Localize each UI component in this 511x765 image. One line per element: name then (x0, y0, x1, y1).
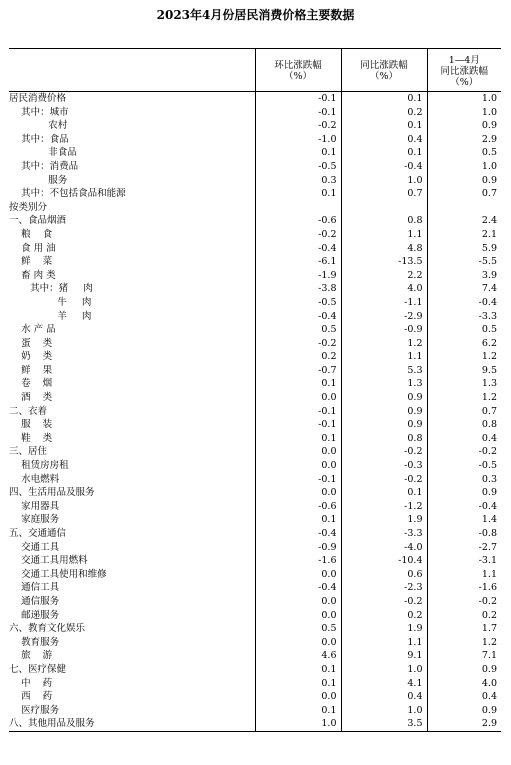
row-label: 粮 食 (9, 228, 53, 240)
row-label: 畜 肉 类 (9, 269, 56, 281)
ytd-yoy-value: -0.2 (427, 445, 501, 459)
table-row (9, 717, 501, 731)
ytd-yoy-value: 2.9 (427, 133, 501, 147)
mom-value: -0.1 (255, 473, 341, 487)
yoy-value: 0.4 (341, 133, 427, 147)
row-label: 交通工具用燃料 (9, 555, 88, 567)
yoy-value: -1.2 (341, 500, 427, 514)
mom-value: -0.7 (255, 364, 341, 378)
mom-value: -1.0 (255, 133, 341, 147)
mom-value: 0.0 (255, 690, 341, 704)
cpi-table (9, 48, 501, 732)
yoy-value: 0.4 (341, 690, 427, 704)
mom-value: -3.8 (255, 282, 341, 296)
yoy-value: 0.9 (341, 391, 427, 405)
row-label: 服 装 (9, 419, 53, 431)
mom-value: 0.2 (255, 350, 341, 364)
table-row (9, 255, 501, 269)
mom-value: 0.0 (255, 391, 341, 405)
ytd-yoy-value: -5.5 (427, 255, 501, 269)
row-label: 二、衣着 (9, 405, 48, 417)
row-label: 交通工具 (9, 541, 60, 553)
ytd-yoy-value: -0.2 (427, 595, 501, 609)
yoy-value: 1.0 (341, 174, 427, 188)
yoy-value: 1.0 (341, 663, 427, 677)
yoy-value: 2.2 (341, 269, 427, 283)
ytd-yoy-value: 9.5 (427, 364, 501, 378)
row-label: 六、教育文化娱乐 (9, 623, 86, 635)
mom-value: -0.1 (255, 405, 341, 419)
ytd-yoy-value: 1.7 (427, 622, 501, 636)
row-label: 鲜 果 (9, 364, 53, 376)
table-row (9, 214, 501, 228)
yoy-value: 4.1 (341, 677, 427, 691)
row-label: 教育服务 (9, 636, 60, 648)
row-label: 蛋 类 (9, 337, 53, 349)
yoy-value: 1.2 (341, 337, 427, 351)
ytd-yoy-value: 1.2 (427, 391, 501, 405)
mom-value: 4.6 (255, 649, 341, 663)
yoy-value: 5.3 (341, 364, 427, 378)
mom-value: 0.1 (255, 432, 341, 446)
table-row (9, 636, 501, 650)
mom-value: -0.2 (255, 119, 341, 133)
header-yoy (341, 49, 427, 92)
row-label: 其中：猪 肉 (9, 283, 93, 295)
yoy-value: -0.2 (341, 445, 427, 459)
table-row (9, 119, 501, 133)
row-label: 羊 肉 (9, 310, 92, 322)
mom-value: -0.4 (255, 581, 341, 595)
table-row (9, 228, 501, 242)
mom-value: 1.0 (255, 717, 341, 731)
table-row (9, 201, 501, 215)
yoy-value: 4.8 (341, 242, 427, 256)
yoy-value: -3.3 (341, 527, 427, 541)
yoy-value: 0.2 (341, 106, 427, 120)
yoy-value: -2.9 (341, 310, 427, 324)
mom-value: 0.1 (255, 677, 341, 691)
mom-value: -6.1 (255, 255, 341, 269)
row-label: 七、医疗保健 (9, 663, 67, 675)
ytd-yoy-value: 1.3 (427, 377, 501, 391)
mom-value: 0.5 (255, 622, 341, 636)
ytd-yoy-value: 5.9 (427, 242, 501, 256)
ytd-yoy-value: 0.7 (427, 405, 501, 419)
ytd-yoy-value: -1.6 (427, 581, 501, 595)
row-label: 通信工具 (9, 582, 60, 594)
mom-value: 0.0 (255, 636, 341, 650)
mom-value: 0.0 (255, 459, 341, 473)
yoy-value: 0.2 (341, 609, 427, 623)
mom-value: 0.0 (255, 445, 341, 459)
table-row (9, 187, 501, 201)
ytd-yoy-value: 7.1 (427, 649, 501, 663)
row-label: 租赁房房租 (9, 460, 69, 472)
row-label: 旅 游 (9, 650, 53, 662)
yoy-value: -0.3 (341, 459, 427, 473)
ytd-yoy-value: 0.5 (427, 146, 501, 160)
table-row (9, 337, 501, 351)
row-label: 四、生活用品及服务 (9, 487, 95, 499)
yoy-value: -4.0 (341, 541, 427, 555)
mom-value: 0.3 (255, 174, 341, 188)
mom-value: 0.1 (255, 513, 341, 527)
header-yoy-label: 同比涨跌幅 （%） (360, 60, 408, 82)
ytd-yoy-value: -0.8 (427, 527, 501, 541)
yoy-value: -13.5 (341, 255, 427, 269)
yoy-value: 1.1 (341, 228, 427, 242)
table-row (9, 677, 501, 691)
mom-value: -0.4 (255, 527, 341, 541)
table-row (9, 445, 501, 459)
row-label: 食 用 油 (9, 242, 56, 254)
row-label: 八、其他用品及服务 (9, 717, 255, 731)
yoy-value: -2.3 (341, 581, 427, 595)
mom-value: -0.2 (255, 337, 341, 351)
table-row (9, 146, 501, 160)
mom-value: -1.6 (255, 554, 341, 568)
ytd-yoy-value: 0.9 (427, 174, 501, 188)
ytd-yoy-value: -2.7 (427, 541, 501, 555)
row-label: 一、食品烟酒 (9, 215, 67, 227)
table-row (9, 405, 501, 419)
table-row (9, 500, 501, 514)
table-row (9, 486, 501, 500)
header-mom (255, 49, 341, 92)
ytd-yoy-value: 1.1 (427, 568, 501, 582)
ytd-yoy-value: 0.8 (427, 418, 501, 432)
table-row (9, 649, 501, 663)
table-row (9, 160, 501, 174)
ytd-yoy-value: 0.9 (427, 663, 501, 677)
table-row (9, 310, 501, 324)
table-row (9, 418, 501, 432)
mom-value: 0.1 (255, 377, 341, 391)
mom-value: -0.2 (255, 228, 341, 242)
row-label: 鞋 类 (9, 432, 53, 444)
table-body (9, 92, 501, 732)
yoy-value: 1.1 (341, 636, 427, 650)
row-label: 中 药 (9, 677, 53, 689)
table-row (9, 391, 501, 405)
row-label: 家庭服务 (9, 514, 60, 526)
yoy-value: 0.1 (341, 119, 427, 133)
mom-value: -0.1 (255, 106, 341, 120)
yoy-value: 9.1 (341, 649, 427, 663)
row-label: 其中：不包括食品和能源 (9, 188, 126, 200)
mom-value: 0.0 (255, 568, 341, 582)
table-row (9, 377, 501, 391)
mom-value: -0.5 (255, 160, 341, 174)
ytd-yoy-value: 0.9 (427, 119, 501, 133)
row-label: 三、居住 (9, 446, 48, 458)
yoy-value: 0.7 (341, 187, 427, 201)
table-row (9, 364, 501, 378)
table-row (9, 581, 501, 595)
ytd-yoy-value: 6.2 (427, 337, 501, 351)
mom-value: -0.4 (255, 310, 341, 324)
row-label: 其中：消费品 (9, 160, 79, 172)
row-label: 水电燃料 (9, 473, 60, 485)
row-label: 居民消费价格 (9, 93, 67, 104)
row-label: 服务 (9, 174, 68, 186)
yoy-value (341, 201, 427, 215)
header-ytd-yoy-label: 1—4月 同比涨跌幅 （%） (440, 54, 488, 88)
yoy-value: -0.9 (341, 323, 427, 337)
mom-value: -0.4 (255, 242, 341, 256)
row-label: 牛 肉 (9, 296, 92, 308)
table-row (9, 106, 501, 120)
yoy-value: 3.5 (341, 717, 427, 731)
mom-value: -0.1 (255, 418, 341, 432)
table-row (9, 350, 501, 364)
row-label: 水 产 品 (9, 324, 56, 336)
ytd-yoy-value: 1.4 (427, 513, 501, 527)
ytd-yoy-value: 3.9 (427, 269, 501, 283)
table-row (9, 568, 501, 582)
table-row (9, 595, 501, 609)
yoy-value: -0.2 (341, 473, 427, 487)
yoy-value: 1.9 (341, 513, 427, 527)
mom-value: 0.1 (255, 663, 341, 677)
row-label: 邮递服务 (9, 609, 60, 621)
ytd-yoy-value: 2.1 (427, 228, 501, 242)
table-row (9, 282, 501, 296)
table-row (9, 663, 501, 677)
row-label: 医疗服务 (9, 704, 60, 716)
ytd-yoy-value: 0.4 (427, 432, 501, 446)
yoy-value: 0.6 (341, 568, 427, 582)
row-label: 通信服务 (9, 595, 60, 607)
ytd-yoy-value: 4.0 (427, 677, 501, 691)
ytd-yoy-value: 0.9 (427, 486, 501, 500)
yoy-value: 0.8 (341, 432, 427, 446)
yoy-value: 1.1 (341, 350, 427, 364)
yoy-value: 0.1 (341, 486, 427, 500)
ytd-yoy-value: -0.5 (427, 459, 501, 473)
ytd-yoy-value: 0.4 (427, 690, 501, 704)
table-row (9, 269, 501, 283)
mom-value (255, 201, 341, 215)
mom-value: 0.1 (255, 146, 341, 160)
table-row (9, 473, 501, 487)
ytd-yoy-value (427, 201, 501, 215)
mom-value: -0.6 (255, 214, 341, 228)
mom-value: -0.6 (255, 500, 341, 514)
ytd-yoy-value: 0.5 (427, 323, 501, 337)
table-row (9, 92, 501, 106)
ytd-yoy-value: 1.2 (427, 636, 501, 650)
yoy-value: 0.1 (341, 92, 427, 106)
mom-value: 0.1 (255, 704, 341, 718)
ytd-yoy-value: -0.4 (427, 296, 501, 310)
row-label: 卷 烟 (9, 378, 53, 390)
mom-value: 0.0 (255, 595, 341, 609)
table-row (9, 242, 501, 256)
yoy-value: 1.9 (341, 622, 427, 636)
table-row (9, 432, 501, 446)
table-header-row (9, 49, 501, 92)
yoy-value: 0.9 (341, 405, 427, 419)
row-label: 非食品 (9, 147, 77, 159)
row-label: 家用器具 (9, 500, 60, 512)
ytd-yoy-value: 1.0 (427, 106, 501, 120)
mom-value: 0.0 (255, 486, 341, 500)
row-label: 农村 (9, 120, 68, 132)
table-row (9, 554, 501, 568)
mom-value: 0.1 (255, 187, 341, 201)
row-label: 奶 类 (9, 351, 53, 363)
table-row (9, 690, 501, 704)
yoy-value: -1.1 (341, 296, 427, 310)
ytd-yoy-value: 1.0 (427, 92, 501, 106)
table-row (9, 513, 501, 527)
mom-value: -0.1 (255, 92, 341, 106)
row-label: 西 药 (9, 691, 53, 703)
page-title: 2023年4月份居民消费价格主要数据 (156, 8, 355, 22)
mom-value: 0.5 (255, 323, 341, 337)
ytd-yoy-value: -3.1 (427, 554, 501, 568)
yoy-value: 1.3 (341, 377, 427, 391)
row-label: 鲜 菜 (9, 256, 53, 268)
header-ytd-yoy (427, 49, 501, 92)
row-label: 五、交通通信 (9, 528, 67, 539)
table-row (9, 174, 501, 188)
yoy-value: -0.2 (341, 595, 427, 609)
mom-value: -0.9 (255, 541, 341, 555)
ytd-yoy-value: 2.4 (427, 214, 501, 228)
mom-value: 0.0 (255, 609, 341, 623)
table-row (9, 133, 501, 147)
ytd-yoy-value: 7.4 (427, 282, 501, 296)
row-label: 其中：食品 (9, 133, 69, 145)
header-mom-label: 环比涨跌幅 （%） (274, 60, 322, 82)
mom-value: -0.5 (255, 296, 341, 310)
table-row (9, 704, 501, 718)
ytd-yoy-value: -0.4 (427, 500, 501, 514)
yoy-value: 0.9 (341, 418, 427, 432)
ytd-yoy-value: 1.2 (427, 350, 501, 364)
table-row (9, 622, 501, 636)
yoy-value: 0.8 (341, 214, 427, 228)
row-label: 酒 类 (9, 392, 53, 404)
ytd-yoy-value: 1.0 (427, 160, 501, 174)
table-row (9, 609, 501, 623)
yoy-value: -0.4 (341, 160, 427, 174)
header-category (9, 49, 255, 92)
mom-value: -1.9 (255, 269, 341, 283)
ytd-yoy-value: 0.2 (427, 609, 501, 623)
yoy-value: 0.1 (341, 146, 427, 160)
ytd-yoy-value: 0.7 (427, 187, 501, 201)
table-row (9, 527, 501, 541)
row-label: 按类别分 (9, 201, 48, 213)
row-label: 交通工具使用和维修 (9, 568, 107, 580)
table-row (9, 323, 501, 337)
ytd-yoy-value: -3.3 (427, 310, 501, 324)
ytd-yoy-value: 0.9 (427, 704, 501, 718)
row-label: 其中：城市 (9, 106, 69, 118)
yoy-value: 4.0 (341, 282, 427, 296)
ytd-yoy-value: 0.3 (427, 473, 501, 487)
yoy-value: -10.4 (341, 554, 427, 568)
table-row (9, 296, 501, 310)
table-row (9, 541, 501, 555)
ytd-yoy-value: 2.9 (427, 717, 501, 731)
table-row (9, 459, 501, 473)
yoy-value: 1.0 (341, 704, 427, 718)
